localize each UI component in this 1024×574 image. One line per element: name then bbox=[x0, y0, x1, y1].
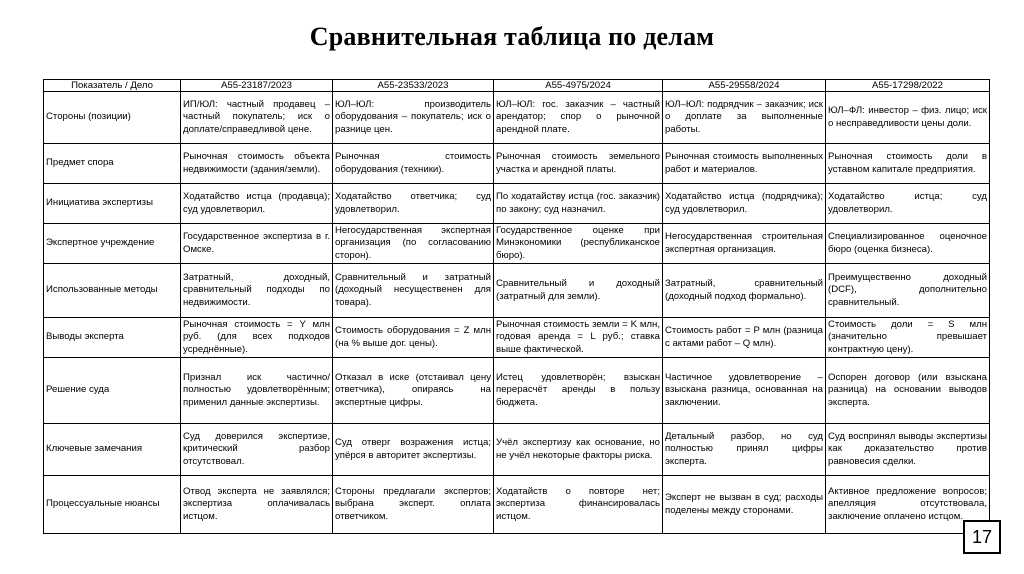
row-label: Экспертное учреждение bbox=[44, 224, 181, 264]
table-cell: Стоимость работ = P млн (разница с актами работ – Q млн). bbox=[663, 318, 826, 358]
header-case: А55-29558/2024 bbox=[663, 80, 826, 92]
table-cell: Оспорен договор (или взыскана разница) на основании выводов эксперта. bbox=[826, 358, 990, 424]
table-cell: Частичное удовлетворение – взыскана разница, основанная на заключении. bbox=[663, 358, 826, 424]
table-cell: ЮЛ–ЮЛ: подрядчик – заказчик; иск о доплате за выполненные работы. bbox=[663, 92, 826, 144]
table-cell: Учёл экспертизу как основание, но не учёл некоторые факторы риска. bbox=[494, 424, 663, 476]
table-cell: Государственное экспертиза в г. Омске. bbox=[181, 224, 333, 264]
row-label: Решение суда bbox=[44, 358, 181, 424]
table-cell: Рыночная стоимость выполненных работ и материалов. bbox=[663, 144, 826, 184]
table-cell: Рыночная стоимость объекта недвижимости (здания/земли). bbox=[181, 144, 333, 184]
table-cell: Затратный, доходный, сравнительный подходы по недвижимости. bbox=[181, 264, 333, 318]
table-cell: Сравнительный и доходный (затратный для земли). bbox=[494, 264, 663, 318]
header-case: А55-23533/2023 bbox=[333, 80, 494, 92]
table-row bbox=[44, 92, 990, 144]
table-cell: Суд доверился экспертизе, критический разбор отсутствовал. bbox=[181, 424, 333, 476]
table-cell: ЮЛ–ЮЛ: производитель оборудования – покупатель; иск о разнице цен. bbox=[333, 92, 494, 144]
table-cell: Рыночная стоимость = Y млн руб. (для всех подходов усреднённые). bbox=[181, 318, 333, 358]
table-row bbox=[44, 318, 990, 358]
table-cell: Активное предложение вопросов; апелляция отсутствовала, заключение оплачено истцом. bbox=[826, 476, 990, 534]
table-cell: Стороны предлагали экспертов; выбрана эксперт. оплата ответчиком. bbox=[333, 476, 494, 534]
row-label: Процессуальные нюансы bbox=[44, 476, 181, 534]
table-row bbox=[44, 476, 990, 534]
table-cell: Суд отверг возражения истца; упёрся в авторитет экспертизы. bbox=[333, 424, 494, 476]
table-cell: По ходатайству истца (гос. заказчик) по закону; суд назначил. bbox=[494, 184, 663, 224]
table-cell: Стоимость доли = S млн (значительно превышает контрактную цену). bbox=[826, 318, 990, 358]
table-cell: Сравнительный и затратный (доходный несущественен для товара). bbox=[333, 264, 494, 318]
table-cell: Государственное оценке при Минэкономики (республиканское бюро). bbox=[494, 224, 663, 264]
table-row bbox=[44, 184, 990, 224]
table-cell: Негосударственная строительная экспертная организация. bbox=[663, 224, 826, 264]
page-number: 17 bbox=[963, 520, 1001, 554]
row-label: Использованные методы bbox=[44, 264, 181, 318]
table-cell: Ходатайство истца; суд удовлетворил. bbox=[826, 184, 990, 224]
table-cell: Преимущественно доходный (DCF), дополнительно сравнительный. bbox=[826, 264, 990, 318]
row-label: Предмет спора bbox=[44, 144, 181, 184]
table-cell: Истец удовлетворён; взыскан перерасчёт аренды в пользу бюджета. bbox=[494, 358, 663, 424]
table-cell: ЮЛ–ЮЛ: гос. заказчик – частный арендатор; спор о рыночной арендной плате. bbox=[494, 92, 663, 144]
table-cell: Негосударственная экспертная организация (по согласованию сторон). bbox=[333, 224, 494, 264]
table-cell: Суд воспринял выводы экспертизы как доказательство против равновесия сделки. bbox=[826, 424, 990, 476]
table-cell: Рыночная стоимость земельного участка и арендной платы. bbox=[494, 144, 663, 184]
row-label: Инициатива экспертизы bbox=[44, 184, 181, 224]
table-row bbox=[44, 264, 990, 318]
table-header-row bbox=[44, 80, 990, 92]
row-label: Выводы эксперта bbox=[44, 318, 181, 358]
header-case: А55-17298/2022 bbox=[826, 80, 990, 92]
table-cell: Ходатайство истца (подрядчика); суд удовлетворил. bbox=[663, 184, 826, 224]
table-cell: Ходатайств о повторе нет; экспертиза финансировалась истцом. bbox=[494, 476, 663, 534]
table-cell: Рыночная стоимость доли в уставном капитале предприятия. bbox=[826, 144, 990, 184]
table-cell: Специализированное оценочное бюро (оценка бизнеса). bbox=[826, 224, 990, 264]
table-cell: Отказал в иске (отстаивал цену ответчика), опираясь на экспертные цифры. bbox=[333, 358, 494, 424]
header-indicator: Показатель / Дело bbox=[44, 80, 181, 92]
table-row bbox=[44, 424, 990, 476]
table-cell: Рыночная стоимость земли = K млн, годовая аренда = L руб.; ставка выше фактической. bbox=[494, 318, 663, 358]
table-cell: Признал иск частично/полностью удовлетворённым; применил данные экспертизы. bbox=[181, 358, 333, 424]
page-title: Сравнительная таблица по делам bbox=[309, 22, 715, 51]
row-label: Стороны (позиции) bbox=[44, 92, 181, 144]
table-cell: Ходатайство ответчика; суд удовлетворил. bbox=[333, 184, 494, 224]
table-cell: ИП/ЮЛ: частный продавец – частный покупатель; иск о доплате/справедливой цене. bbox=[181, 92, 333, 144]
header-case: А55-23187/2023 bbox=[181, 80, 333, 92]
table-cell: Рыночная стоимость оборудования (техники). bbox=[333, 144, 494, 184]
table-cell: ЮЛ–ФЛ: инвестор – физ. лицо; иск о несправедливости цены доли. bbox=[826, 92, 990, 144]
table-cell: Отвод эксперта не заявлялся; экспертиза оплачивалась истцом. bbox=[181, 476, 333, 534]
table-cell: Детальный разбор, но суд полностью принял цифры эксперта. bbox=[663, 424, 826, 476]
table-row bbox=[44, 224, 990, 264]
row-label: Ключевые замечания bbox=[44, 424, 181, 476]
table-row bbox=[44, 358, 990, 424]
table-cell: Ходатайство истца (продавца); суд удовлетворил. bbox=[181, 184, 333, 224]
header-case: А55-4975/2024 bbox=[494, 80, 663, 92]
table-cell: Стоимость оборудования = Z млн (на % выше дог. цены). bbox=[333, 318, 494, 358]
comparison-table bbox=[43, 79, 990, 534]
table-cell: Эксперт не вызван в суд; расходы поделены между сторонами. bbox=[663, 476, 826, 534]
table-row bbox=[44, 144, 990, 184]
table-cell: Затратный, сравнительный (доходный подход формально). bbox=[663, 264, 826, 318]
